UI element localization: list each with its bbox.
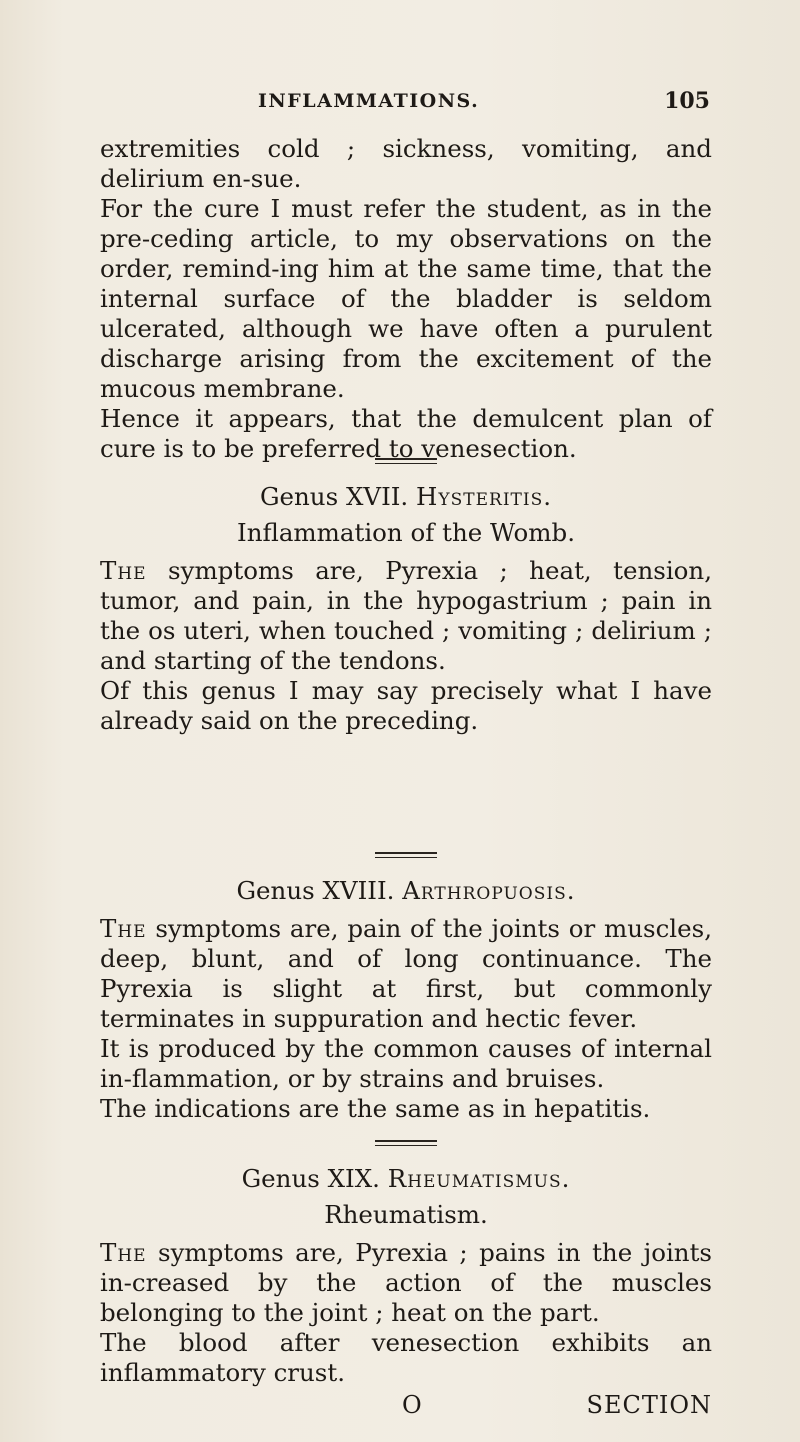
genus-subtitle: Rheumatism.	[324, 1200, 488, 1229]
paragraph-continuation: extremities cold ; sickness, vomiting, and delirium en-sue.	[100, 134, 712, 193]
genus-name: Hysteritis.	[416, 482, 553, 511]
genus-name: Arthropuosis.	[402, 876, 576, 905]
paragraph-symptoms: The symptoms are, pain of the joints or muscles, deep, blunt, and of long continuance. The Pyrexia is slight at first, but commonly terminates in suppuration and hectic fever.	[100, 914, 712, 1033]
genus-name: Rheumatismus.	[387, 1164, 571, 1193]
paragraph-blood: The blood after venesection exhibits an inflammatory crust.	[100, 1328, 712, 1387]
section-genus-18	[100, 852, 712, 1124]
page-header	[100, 90, 710, 120]
section-rule	[375, 852, 437, 858]
genus-number: Genus XIX.	[241, 1164, 380, 1193]
lead-word: The	[100, 1238, 147, 1267]
paragraph-indications: The indications are the same as in hepatitis.	[100, 1094, 651, 1123]
page-number: 105	[664, 88, 710, 114]
paragraph-causes: It is produced by the common causes of internal in-flammation, or by strains and bruises.	[100, 1034, 712, 1093]
paragraph-symptoms: The symptoms are, Pyrexia ; pains in the joints in-creased by the action of the muscles belonging to the joint ; heat on the part.	[100, 1238, 712, 1327]
lead-word: The	[100, 914, 147, 943]
paragraph-symptoms: The symptoms are, Pyrexia ; heat, tension, tumor, and pain, in the hypogastrium ; pain in the os uteri, when touched ; vomiting ; delirium ; and starting of the tendons.	[100, 556, 712, 675]
running-head: INFLAMMATIONS.	[258, 90, 480, 112]
genus-heading	[100, 1164, 712, 1194]
genus-number: Genus XVII.	[259, 482, 409, 511]
catchword: SECTION	[586, 1391, 712, 1419]
genus-heading	[100, 482, 712, 512]
section-genus-19	[100, 1140, 712, 1388]
paragraph-conclusion: Hence it appears, that the demulcent plan of cure is to be preferred to venesection.	[100, 404, 712, 463]
signature-mark: O	[402, 1391, 422, 1419]
paragraph-cure: For the cure I must refer the student, as in the pre-ceding article, to my observations on the order, remind-ing him at the same time, that the internal surface of the bladder is seldom ulcerated, although we have often a purulent discharge arising from the excitement of the mucous membrane.	[100, 194, 712, 403]
page-footer	[100, 1391, 712, 1425]
section-genus-17	[100, 458, 712, 736]
section-rule	[375, 1140, 437, 1146]
paragraph-remark: Of this genus I may say precisely what I have already said on the preceding.	[100, 676, 712, 735]
lead-word: The	[100, 556, 147, 585]
section-rule	[375, 458, 437, 464]
genus-number: Genus XVIII.	[236, 876, 395, 905]
genus-heading	[100, 876, 712, 906]
opening-text	[100, 134, 712, 464]
genus-subtitle: Inflammation of the Womb.	[237, 518, 575, 547]
